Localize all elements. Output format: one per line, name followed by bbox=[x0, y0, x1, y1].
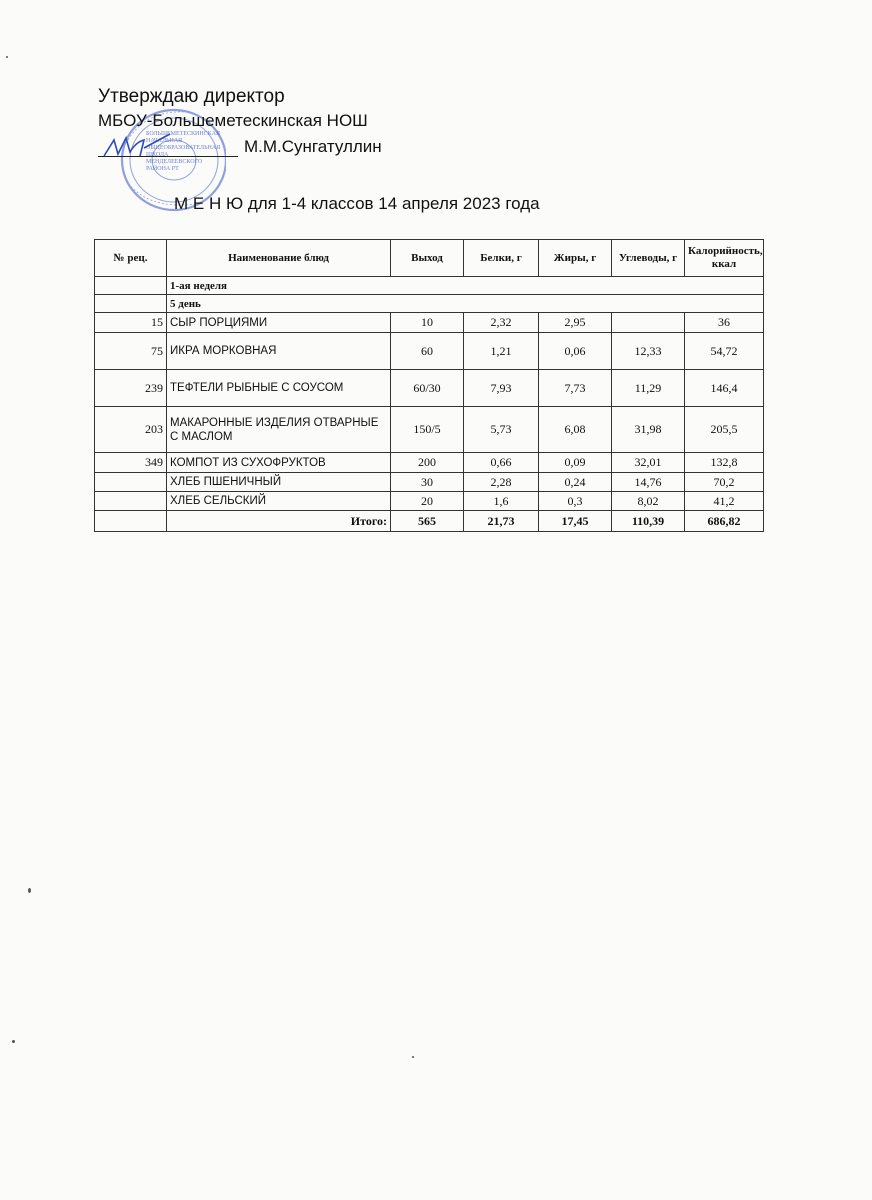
protein-cell: 5,73 bbox=[464, 407, 539, 453]
day-label: 5 день bbox=[167, 295, 764, 313]
rec-cell bbox=[95, 492, 167, 511]
protein-cell: 7,93 bbox=[464, 370, 539, 407]
stamp-text: БОЛЬШЕМЕТЕСКИНСКАЯ НАЧАЛЬНАЯ ОБЩЕОБРАЗОВАТЕЛЬНАЯ ШКОЛА МЕНДЕЛЕЕВСКОГО РАЙОНА РТ bbox=[146, 131, 221, 172]
menu-title: М Е Н Ю для 1-4 классов 14 апреля 2023 года bbox=[174, 194, 540, 213]
fat-cell: 0,06 bbox=[539, 333, 612, 370]
dish-name-cell: ИКРА МОРКОВНАЯ bbox=[167, 333, 391, 370]
kcal-cell: 36 bbox=[685, 313, 764, 333]
carbs-cell: 11,29 bbox=[612, 370, 685, 407]
protein-cell: 1,21 bbox=[464, 333, 539, 370]
total-protein: 21,73 bbox=[464, 511, 539, 532]
col-header-name: Наименование блюд bbox=[167, 240, 391, 277]
col-header-protein: Белки, г bbox=[464, 240, 539, 277]
carbs-cell: 12,33 bbox=[612, 333, 685, 370]
table-row bbox=[95, 473, 764, 492]
fat-cell: 0,24 bbox=[539, 473, 612, 492]
protein-cell: 1,6 bbox=[464, 492, 539, 511]
dish-name-cell: ТЕФТЕЛИ РЫБНЫЕ С СОУСОМ bbox=[167, 370, 391, 407]
yield-cell: 20 bbox=[391, 492, 464, 511]
rec-cell: 349 bbox=[95, 453, 167, 473]
kcal-cell: 132,8 bbox=[685, 453, 764, 473]
kcal-cell: 41,2 bbox=[685, 492, 764, 511]
rec-cell: 203 bbox=[95, 407, 167, 453]
kcal-cell: 70,2 bbox=[685, 473, 764, 492]
total-fat: 17,45 bbox=[539, 511, 612, 532]
dish-name-cell: КОМПОТ ИЗ СУХОФРУКТОВ bbox=[167, 453, 391, 473]
dish-name-cell: ХЛЕБ ПШЕНИЧНЫЙ bbox=[167, 473, 391, 492]
total-label: Итого: bbox=[167, 511, 391, 532]
scan-speck bbox=[6, 56, 8, 58]
school-name: МБОУ-Большеметескинская НОШ bbox=[98, 111, 368, 130]
dish-name-cell: СЫР ПОРЦИЯМИ bbox=[167, 313, 391, 333]
protein-cell: 0,66 bbox=[464, 453, 539, 473]
week-row bbox=[95, 277, 764, 295]
col-header-rec: № рец. bbox=[95, 240, 167, 277]
kcal-cell: 54,72 bbox=[685, 333, 764, 370]
scan-speck bbox=[28, 888, 31, 893]
rec-cell: 15 bbox=[95, 313, 167, 333]
table-header-row bbox=[95, 240, 764, 277]
protein-cell: 2,32 bbox=[464, 313, 539, 333]
col-header-fat: Жиры, г bbox=[539, 240, 612, 277]
table-row bbox=[95, 333, 764, 370]
total-carbs: 110,39 bbox=[612, 511, 685, 532]
total-row bbox=[95, 511, 764, 532]
yield-cell: 60 bbox=[391, 333, 464, 370]
carbs-cell bbox=[612, 313, 685, 333]
yield-cell: 30 bbox=[391, 473, 464, 492]
carbs-cell: 32,01 bbox=[612, 453, 685, 473]
approve-line: Утверждаю директор bbox=[98, 86, 285, 107]
menu-table bbox=[94, 239, 764, 532]
table-row bbox=[95, 407, 764, 453]
col-header-yield: Выход bbox=[391, 240, 464, 277]
total-kcal: 686,82 bbox=[685, 511, 764, 532]
rec-cell: 75 bbox=[95, 333, 167, 370]
yield-cell: 10 bbox=[391, 313, 464, 333]
day-row bbox=[95, 295, 764, 313]
table-row bbox=[95, 370, 764, 407]
carbs-cell: 14,76 bbox=[612, 473, 685, 492]
fat-cell: 7,73 bbox=[539, 370, 612, 407]
table-row bbox=[95, 453, 764, 473]
dish-name-cell: ХЛЕБ СЕЛЬСКИЙ bbox=[167, 492, 391, 511]
director-name: М.М.Сунгатуллин bbox=[244, 137, 382, 156]
yield-cell: 150/5 bbox=[391, 407, 464, 453]
total-yield: 565 bbox=[391, 511, 464, 532]
dish-name-cell: МАКАРОННЫЕ ИЗДЕЛИЯ ОТВАРНЫЕ С МАСЛОМ bbox=[167, 407, 391, 453]
fat-cell: 0,09 bbox=[539, 453, 612, 473]
kcal-cell: 146,4 bbox=[685, 370, 764, 407]
rec-cell bbox=[95, 473, 167, 492]
fat-cell: 6,08 bbox=[539, 407, 612, 453]
signature bbox=[100, 126, 220, 166]
week-label: 1-ая неделя bbox=[167, 277, 764, 295]
carbs-cell: 31,98 bbox=[612, 407, 685, 453]
scan-speck bbox=[412, 1056, 414, 1058]
table-row bbox=[95, 313, 764, 333]
fat-cell: 2,95 bbox=[539, 313, 612, 333]
scan-speck bbox=[12, 1040, 15, 1043]
table-row bbox=[95, 492, 764, 511]
rec-cell: 239 bbox=[95, 370, 167, 407]
fat-cell: 0,3 bbox=[539, 492, 612, 511]
protein-cell: 2,28 bbox=[464, 473, 539, 492]
col-header-carbs: Углеводы, г bbox=[612, 240, 685, 277]
col-header-kcal: Калорийность, ккал bbox=[685, 240, 764, 277]
yield-cell: 60/30 bbox=[391, 370, 464, 407]
carbs-cell: 8,02 bbox=[612, 492, 685, 511]
yield-cell: 200 bbox=[391, 453, 464, 473]
kcal-cell: 205,5 bbox=[685, 407, 764, 453]
